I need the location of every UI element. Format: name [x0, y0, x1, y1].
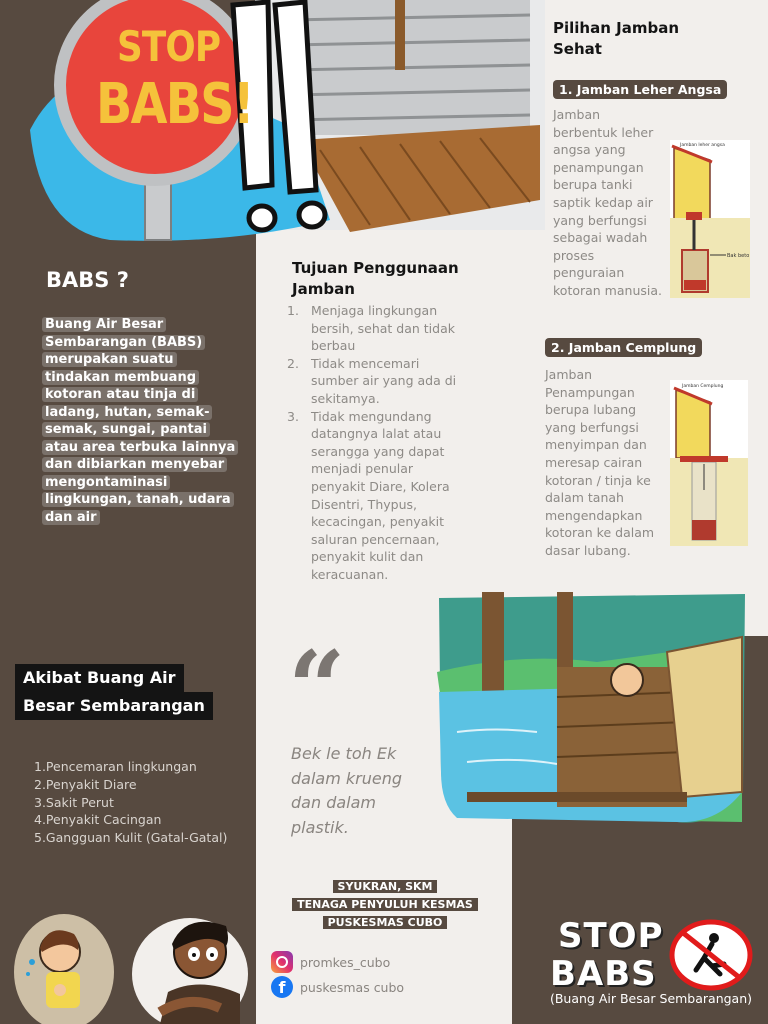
- itching-boy-illustration: [130, 912, 252, 1024]
- facebook-handle: puskesmas cubo: [300, 979, 405, 995]
- jamban-leher-angsa-label: 1. Jamban Leher Angsa: [553, 80, 727, 99]
- akibat-item: 1.Pencemaran lingkungan: [34, 759, 197, 774]
- credit-block: [270, 878, 500, 932]
- jamban-leher-angsa-text: Jamban berbentuk leher angsa yang penampungan berupa tanki saptik kedap air yang berfungsi sebagai wadah proses penguraian kotoran manusia.: [553, 107, 662, 298]
- jamban-cemplung-label: 2. Jamban Cemplung: [545, 338, 702, 357]
- jamban-leher-angsa-diagram: [670, 140, 750, 298]
- akibat-list: [34, 758, 227, 847]
- stop-sign-main-text: BABS!: [96, 72, 253, 137]
- footer-babs-text: BABS: [550, 954, 657, 994]
- instagram-icon: [271, 951, 293, 973]
- river-illustration: [437, 592, 747, 832]
- akibat-item: 5.Gangguan Kulit (Gatal-Gatal): [34, 830, 228, 846]
- credit-office: PUSKESMAS CUBO: [323, 916, 448, 929]
- babs-title: BABS ?: [46, 268, 129, 292]
- babs-definition: [42, 316, 242, 526]
- instagram-link[interactable]: [271, 951, 390, 973]
- instagram-handle: promkes_cubo: [300, 954, 391, 970]
- akibat-title-line2: Besar Sembarangan: [15, 692, 213, 720]
- tujuan-item: 3. Tidak mengundang datangnya lalat atau serangga yang dapat menjadi penular penyakit Diare, Kolera Disentri, Thypus, kecacingan, penyakit saluran pencernaan, penyakit kulit dan keracuanan.: [287, 408, 450, 582]
- facebook-icon: f: [271, 976, 293, 998]
- tujuan-item: 1. Menjaga lingkungan bersih, sehat dan tidak berbau: [287, 303, 455, 354]
- credit-name: SYUKRAN, SKM: [333, 880, 438, 893]
- akibat-title: [15, 664, 213, 720]
- akibat-item: 2.Penyakit Diare: [34, 776, 137, 792]
- footer-caption: (Buang Air Besar Sembarangan): [549, 991, 753, 1006]
- sick-child-illustration: [8, 912, 120, 1024]
- facebook-link[interactable]: [271, 976, 404, 998]
- footer-stop-text: STOP: [558, 916, 664, 956]
- akibat-item: 4.Penyakit Cacingan: [34, 812, 162, 828]
- stop-sign-top-text: STOP: [117, 22, 221, 71]
- akibat-title-line1: Akibat Buang Air: [15, 664, 184, 692]
- babs-definition-text: Buang Air Besar Sembarangan (BABS) merupakan suatu tindakan membuang kotoran atau tinja di ladang, hutan, semak-semak, sungai, pantai atau area terbuka lainnya dan dibiarkan menyebar mengontaminasi lingkungan, tanah, udara dan air: [42, 317, 238, 525]
- svg-text:Jamban leher angsa: Jamban leher angsa: [680, 143, 725, 148]
- svg-text:Bak beto: Bak beto: [727, 253, 750, 259]
- tujuan-list: [287, 302, 464, 584]
- jamban-cemplung-text: Jamban Penampungan berupa lubang yang berfungsi menyimpan dan meresap cairan kotoran / tinja ke dalam tanah mengendapkan kotoran ke dalam dasar lubang.: [545, 367, 655, 558]
- quote-text: Bek le toh Ek dalam krueng dan dalam plastik.: [291, 744, 403, 837]
- hero-illustration: [0, 0, 545, 250]
- akibat-item: 3.Sakit Perut: [34, 794, 114, 810]
- no-squatting-icon: [668, 918, 754, 992]
- credit-role: TENAGA PENYULUH KESMAS: [292, 898, 478, 911]
- tujuan-item: 2. Tidak mencemari sumber air yang ada di sekitamya.: [287, 355, 457, 406]
- svg-text:Jamban Cemplung: Jamban Cemplung: [682, 384, 724, 389]
- pilihan-title: Pilihan Jamban Sehat: [553, 19, 679, 58]
- quote-mark: “: [288, 629, 346, 747]
- jamban-cemplung-diagram: [670, 380, 748, 546]
- tujuan-title: Tujuan Penggunaan Jamban: [292, 259, 459, 298]
